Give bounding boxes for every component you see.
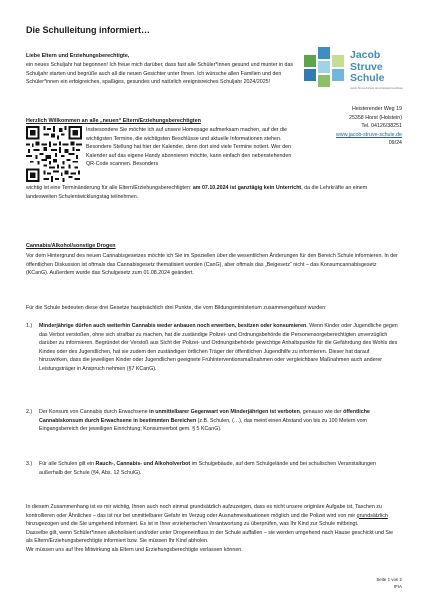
drugs-paragraph-2: Für die Schule bedeuten diese drei Gesetze hauptsächlich drei Punkte, die vom Bildungsministerium zusammengefasst wurden: — [26, 305, 327, 311]
list-item-mid: , genauso wie der — [299, 409, 344, 415]
welcome-text-pre: wichtig ist eine Terminänderung für alle Eltern/Erziehungsberechtigten: — [26, 185, 193, 191]
closing-underlined: grundsätzlich — [356, 512, 388, 519]
list-item-bold: Rauch-, Cannabis- und Alkoholverbot — [95, 461, 191, 467]
logo-line1: Jacob — [350, 49, 381, 61]
calendar-qr-code[interactable] — [26, 126, 82, 182]
author-initials: IFIA — [393, 583, 402, 589]
school-address — [336, 105, 402, 148]
welcome-text-post: , da die Lehrkräfte an einem landesweiten Schulentwicklungstag teilnehmen. — [26, 185, 368, 200]
list-item-pre: Für alle Schulen gilt ein — [39, 461, 96, 467]
closing-paragraph-3: Wir müssen uns auf Ihre Mitwirkung als Eltern und Erziehungsberechtigte verlassen können. — [26, 546, 243, 553]
closing-text-pre: In diesem Zusammenhang ist es mir wichtig, Ihnen auch noch einmal grundsätzlich aufzuzeigen, dass es nicht unsere originäre Aufgabe ist, Taschen zu kontrollieren oder Ähnliches – das ist nur bei unmittelbarer Gefahr im Verzug oder Ausnahmesituationen möglich und die Polizei wird von mir — [26, 504, 382, 519]
welcome-paragraph: Insbesondere Sie möchte ich auf unsere Homepage aufmerksam machen, auf der die wichtigsten Termine, die wichtigsten Beschlüsse und aktuelle Informationen stehen. Besondere Stellung hat hier der Kalender, denn dort sind viele Termine notiert. Wer den Kalender auf das eigene Handy abonnieren möchte, kann einfach den nebenstehenden QR-Code scannen. Besonders — [86, 127, 292, 168]
list-item-number: 2.) — [26, 409, 33, 415]
list-item-text — [39, 460, 398, 477]
closing-section — [26, 503, 398, 555]
list-item-number: 3.) — [26, 461, 33, 467]
logo-line3: Schule — [350, 72, 385, 84]
logo-line2: Struve — [350, 60, 383, 73]
list-item-text — [39, 322, 398, 374]
welcome-paragraph-continued — [26, 184, 398, 201]
closing-text-post: hinzugezogen und die Sie umgehend informiert. Es ist in Ihrer erzieherischen Verantwortung zu überprüfen, was Ihr Kind zur Schule mitbringt. — [26, 521, 359, 528]
page-title: Die Schulleitung informiert… — [26, 25, 151, 35]
list-item-rest: (z.B. Schulen, (…), das meint einen Abstand von bis zu 100 Metern vom Eingangsbereich der jeweiligen Einrichtung; Konsumverbot gem. § 5 KCanG). — [39, 417, 367, 433]
list-item-bold-2: öffentliche Cannabiskonsum durch Erwachsene in bestimmten Bereichen — [39, 409, 370, 424]
drugs-paragraph-1: Vor dem Hintergrund des neuen Cannabisgesetzes möchte ich Sie im Speziellen über die wesentlichen Änderungen für den Bereich Schule informieren. In der öffentlichen Diskussion ist oftmals das Cannabisgesetz thematisiert worden (CanG), aber oftmals das „Beigesetz“ nicht – das Konsumcannabisgesetz (KCanG). Außerdem wurde das Schulgesetz zum 01.08.2024 geändert. — [26, 253, 398, 277]
intro-paragraph: ein neues Schuljahr hat begonnen! Ich freue mich darüber, dass fast alle Schüler*innen gesund und munter in das Schuljahr starten und begrüße auch all die neuen Gesichter unter Ihnen. Ich wünsche allen Familien und den Schüler*innen ein erfolgreiches, spaßiges, gesundes und natürlich ereignisreiches Schuljahr 2024/2025! — [26, 62, 294, 86]
address-city: 25358 Horst (Holstein) — [349, 114, 402, 121]
closing-paragraph-1 — [26, 503, 398, 529]
logo-wordmark — [350, 50, 384, 85]
welcome-heading: Herzlich Willkommen an alle „neuen“ Eltern/Erziehungsberechtigten — [26, 118, 201, 124]
logo-mark-icon — [304, 47, 344, 87]
logo-tagline: Jacob-Struve-Schule Horst/Holstein/Landkreis — [350, 87, 404, 90]
list-item-rest: im Schulgebäude, auf dem Schulgelände und bei schulischen Veranstaltungen außerhalb der Schule (§4, Abs. 12 SchulG). — [39, 461, 376, 476]
closing-paragraph-2: Dasselbe gilt, wenn Schüler*innen alkoholisiert und/oder unter Drogeneinfluss in der Schule auffallen – sie werden umgehend nach Hause geschickt und Sie als Eltern/Erziehungsberechtigte informiert bzw. Sie müssen Ihr Kind abholen. — [26, 529, 394, 545]
no-school-notice: am 07.10.2024 ist ganztägig kein Unterricht — [192, 185, 302, 191]
website-link[interactable]: www.jacob-struve-schule.de — [336, 131, 402, 138]
salutation: Liebe Eltern und Erziehungsberechtigte, — [26, 53, 130, 59]
address-phone: Tel. 04126/38251 — [361, 123, 402, 130]
list-item-pre: Der Konsum von Cannabis durch Erwachsene — [39, 409, 150, 415]
page-number: Seite 1 von 2 — [376, 577, 402, 582]
drugs-heading: Cannabis/Alkohol/sonstige Drogen — [26, 243, 116, 249]
list-item-text — [39, 408, 398, 434]
list-item-bold: Minderjährige dürfen auch weiterhin Cannabis weder anbauen noch erwerben, besitzen oder konsumieren — [39, 323, 307, 329]
page-footer — [376, 577, 402, 590]
list-item-number: 1.) — [26, 323, 33, 329]
letter-date: 09/24 — [388, 140, 402, 147]
list-item-rest: . Wenn Kinder oder Jugendliche gegen das Verbot verstoßen, ohne sich strafbar zu machen, hat die zuständige Polizei- und Ordnungsbehörde die Personensorgeberechtigten unverzüglich darüber zu informieren. Begründet der Verstoß aus Sicht der Polizei- und Ordnungsbehörde gewichtige Anhaltspunkte für die Gefährdung des Wohls des Kindes oder des Jugendlichen, hat sie zudem den zuständigen örtlichen Träger der öffentlichen Jugendhilfe zu informieren. Dieser hat darauf hinzuwirken, dass die jeweiligen Kinder oder Jugendlichen geeignete Frühinterventionsmaßnahmen oder vergleichbare Maßnahmen auch anderer Leistungsträger in Anspruch nehmen (§7 KCanG). — [39, 323, 398, 372]
address-street: Heisterender Weg 19 — [352, 106, 402, 112]
list-item-bold: in unmittelbarer Gegenwart von Minderjährigen ist verboten — [149, 409, 300, 415]
